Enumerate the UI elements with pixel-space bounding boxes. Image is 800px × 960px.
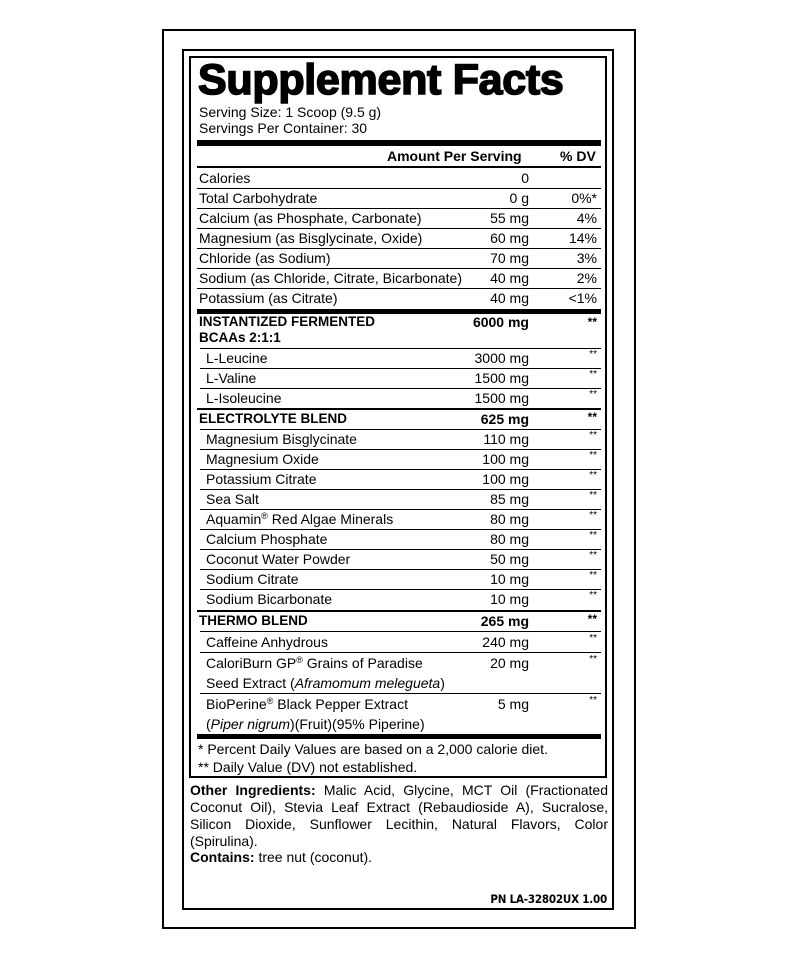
nutrient-dv: 0%* [571,190,597,206]
nutrient-name: Calories [199,170,251,186]
nutrient-dv: 3% [576,250,597,266]
nutrient-amount: 40 mg [490,290,529,306]
part-number: PN LA-32802UX 1.00 [490,892,607,906]
header-divider [197,166,601,168]
blend-row-bcaa [191,314,601,348]
nutrient-name: Magnesium (as Bisglycinate, Oxide) [199,230,423,246]
allergen-contains: Contains: tree nut (coconut). [190,849,373,865]
nutrient-dv: 14% [568,230,597,246]
nutrient-name: Sodium (as Chloride, Citrate, Bicarbonate) [199,270,463,286]
row-divider [200,489,601,490]
footnote-not-established: ** Daily Value (DV) not established. [198,759,418,775]
other-ingredients: Other Ingredients: Malic Acid, Glycine, MCT Oil (Fractionated Coconut Oil), Stevia Leaf Extract (Rebaudioside A), Sucralose, Silicon Dioxide, Sunflower Lecithin, Natural Flavors, Color (Spirulina). [190,782,608,849]
registered-mark: ® [261,511,268,521]
nutrient-name: Total Carbohydrate [199,190,318,206]
amount-per-serving-header: Amount Per Serving [387,148,522,164]
blend-dv: ** [587,315,597,329]
nutrient-amount: 55 mg [490,210,529,226]
blend-amount: 265 mg [480,613,529,629]
servings-per-container: Servings Per Container: 30 [199,120,368,136]
nutrient-amount: 0 g [509,190,529,206]
blend-name: INSTANTIZED FERMENTED BCAAs 2:1:1 [199,314,375,345]
nutrient-name: Chloride (as Sodium) [199,250,331,266]
footnote-dv: * Percent Daily Values are based on a 2,000 calorie diet. [198,741,548,757]
blend-amount: 6000 mg [472,314,529,330]
blend-dv: ** [587,410,597,424]
dv-header: % DV [560,148,596,164]
blend-dv: ** [587,612,597,626]
serving-size: Serving Size: 1 Scoop (9.5 g) [199,104,382,120]
nutrient-dv: 4% [576,210,597,226]
nutrient-name: Potassium (as Citrate) [199,290,338,306]
nutrient-name: Calcium (as Phosphate, Carbonate) [199,210,422,226]
page-title: Supplement Facts [198,56,564,104]
nutrient-amount: 40 mg [490,270,529,286]
nutrient-amount: 60 mg [490,230,529,246]
row-divider [200,368,601,369]
blend-amount: 625 mg [480,411,529,427]
nutrient-dv: 2% [576,270,597,286]
blend-name: ELECTROLYTE BLEND [199,411,348,426]
nutrient-amount: 70 mg [490,250,529,266]
blend-name: THERMO BLEND [199,613,308,628]
nutrient-amount: 0 [521,170,529,186]
nutrient-dv: <1% [568,290,597,306]
registered-mark: ® [266,696,274,706]
registered-mark: ® [296,655,303,665]
